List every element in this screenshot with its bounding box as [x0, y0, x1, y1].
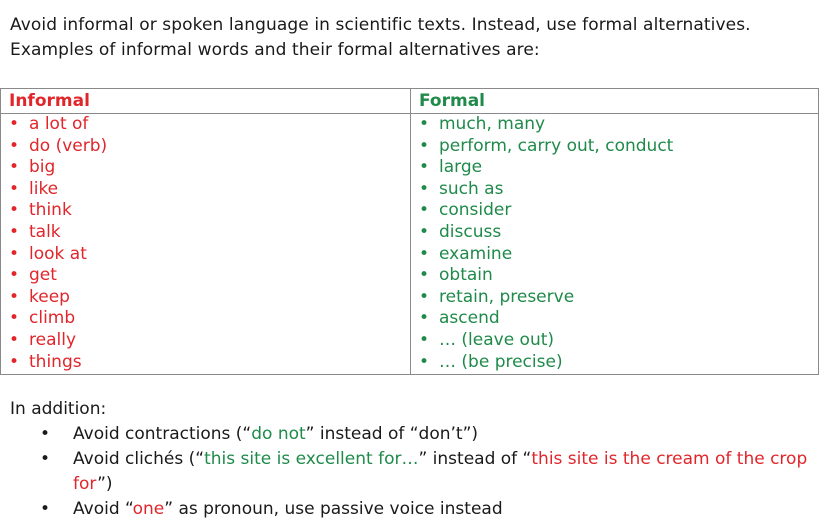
informal-word: climb [29, 308, 76, 329]
informal-word: look at [29, 243, 87, 264]
tip-text: Avoid “ [73, 499, 133, 519]
formal-list-item [419, 200, 818, 222]
informal-list-item [9, 114, 410, 136]
informal-word: think [29, 200, 72, 221]
table-header-row [1, 89, 819, 114]
list-item [40, 447, 810, 497]
informal-formal-table [0, 88, 819, 375]
formal-list-item [419, 287, 818, 309]
tip-text: ” instead of “ [418, 449, 532, 469]
informal-cell [1, 114, 411, 375]
informal-list-item [9, 265, 410, 287]
additional-tips-list [40, 422, 810, 522]
formal-word: … (be precise) [439, 351, 563, 372]
tip-text: Avoid contractions (“ [73, 424, 252, 444]
informal-word: really [29, 329, 76, 350]
bullet-icon: • [9, 200, 20, 221]
intro-line-2: Examples of informal words and their formal alternatives are: [10, 40, 540, 60]
formal-word: … (leave out) [439, 329, 555, 350]
intro-line-1: Avoid informal or spoken language in scientific texts. Instead, use formal alternatives. [10, 15, 751, 35]
informal-list-item [9, 136, 410, 158]
tip-formal-example: this site is excellent for… [204, 449, 419, 469]
bullet-icon: • [9, 265, 20, 286]
bullet-icon: • [419, 351, 430, 372]
bullet-icon: • [9, 135, 20, 156]
bullet-icon: • [419, 221, 430, 242]
formal-word: perform, carry out, conduct [439, 135, 674, 156]
tip-text: ” instead of “don’t”) [305, 424, 479, 444]
bullet-icon: • [419, 114, 430, 134]
formal-word: much, many [439, 114, 546, 134]
formal-word: examine [439, 243, 513, 264]
informal-word: like [29, 178, 59, 199]
tip-informal-example: this site is the cream of the crop for [73, 449, 808, 494]
bullet-icon: • [419, 265, 430, 286]
bullet-icon: • [9, 351, 20, 372]
addition-heading: In addition: [10, 399, 107, 419]
bullet-icon: • [40, 424, 51, 444]
bullet-icon: • [419, 329, 430, 350]
bullet-icon: • [9, 114, 20, 134]
informal-list-item [9, 244, 410, 266]
tip-text: Avoid clichés (“ [73, 449, 205, 469]
formal-word: discuss [439, 221, 502, 242]
bullet-icon: • [419, 178, 430, 199]
formal-list-item [419, 157, 818, 179]
table-body-row [1, 114, 819, 375]
tip-formal-example: do not [251, 424, 306, 444]
bullet-icon: • [9, 157, 20, 178]
informal-list-item [9, 157, 410, 179]
formal-list-item [419, 222, 818, 244]
bullet-icon: • [9, 221, 20, 242]
bullet-icon: • [9, 329, 20, 350]
formal-list-item [419, 265, 818, 287]
formal-word: large [439, 157, 483, 178]
informal-list-item [9, 200, 410, 222]
bullet-icon: • [9, 243, 20, 264]
formal-list-item [419, 244, 818, 266]
bullet-icon: • [40, 449, 51, 469]
bullet-icon: • [419, 286, 430, 307]
informal-list-item [9, 308, 410, 330]
informal-word: things [29, 351, 82, 372]
informal-list-item [9, 352, 410, 374]
informal-word: get [29, 265, 57, 286]
formal-list-item [419, 136, 818, 158]
list-item [40, 422, 810, 447]
informal-word: a lot of [29, 114, 89, 134]
bullet-icon: • [40, 499, 51, 519]
bullet-icon: • [9, 308, 20, 329]
header-formal: Formal [411, 89, 819, 114]
informal-list-item [9, 179, 410, 201]
formal-list-item [419, 308, 818, 330]
formal-word: consider [439, 200, 512, 221]
bullet-icon: • [419, 308, 430, 329]
informal-word: talk [29, 221, 61, 242]
formal-list-item [419, 330, 818, 352]
formal-word: such as [439, 178, 504, 199]
bullet-icon: • [9, 286, 20, 307]
list-item [40, 497, 810, 522]
formal-word: obtain [439, 265, 493, 286]
formal-list-item [419, 179, 818, 201]
tip-text: ”) [97, 474, 113, 494]
informal-list-item [9, 287, 410, 309]
informal-word: keep [29, 286, 70, 307]
formal-word: ascend [439, 308, 500, 329]
informal-list-item [9, 330, 410, 352]
bullet-icon: • [419, 200, 430, 221]
formal-list-item [419, 352, 818, 374]
informal-word-list [9, 114, 410, 374]
formal-list-item [419, 114, 818, 136]
header-informal: Informal [1, 89, 411, 114]
bullet-icon: • [419, 157, 430, 178]
bullet-icon: • [419, 243, 430, 264]
tip-text: ” as pronoun, use passive voice instead [164, 499, 503, 519]
informal-list-item [9, 222, 410, 244]
bullet-icon: • [9, 178, 20, 199]
formal-cell [411, 114, 819, 375]
formal-word-list [419, 114, 818, 374]
intro-paragraph [10, 13, 751, 63]
informal-word: big [29, 157, 56, 178]
bullet-icon: • [419, 135, 430, 156]
formal-word: retain, preserve [439, 286, 575, 307]
informal-word: do (verb) [29, 135, 108, 156]
tip-informal-example: one [132, 499, 165, 519]
